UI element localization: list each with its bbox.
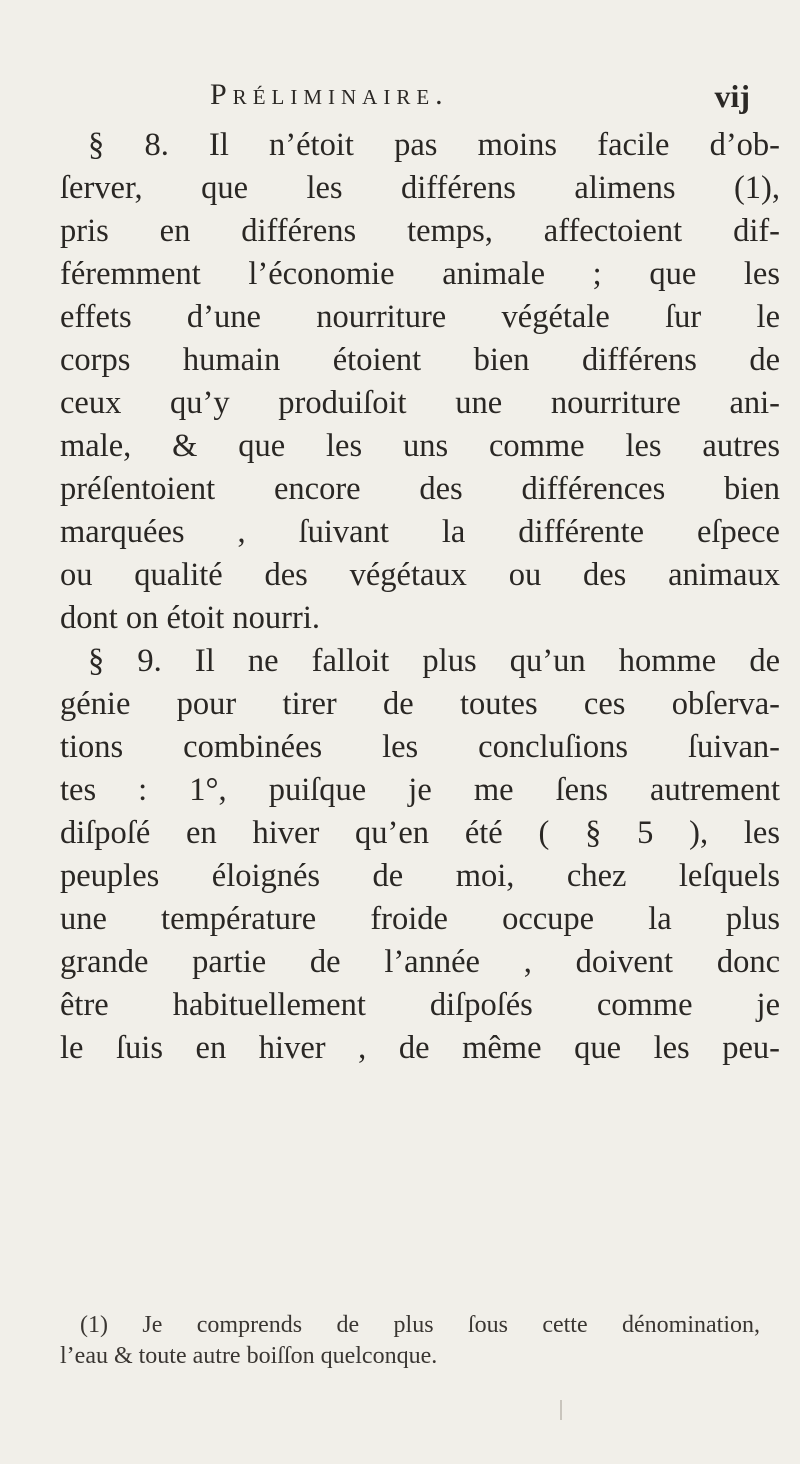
paragraph-9-line: § 9. Il ne falloit plus qu’un homme de xyxy=(88,643,780,679)
page-mark xyxy=(560,1400,562,1420)
paragraph-8-line: préſentoient encore des différences bien xyxy=(60,471,780,507)
page-header xyxy=(210,78,770,118)
paragraph-9-line: peuples éloignés de moi, chez leſquels xyxy=(60,858,780,894)
paragraph-9-line: tions combinées les concluſions ſuivan- xyxy=(60,729,780,765)
paragraph-8-line: ou qualité des végétaux ou des animaux xyxy=(60,557,780,593)
body-text xyxy=(60,124,780,1070)
paragraph-8-line: ſerver, que les différens alimens (1), xyxy=(60,170,780,206)
paragraph-8-line: féremment l’économie animale ; que les xyxy=(60,256,780,292)
paragraph-9-line: grande partie de l’année , doivent donc xyxy=(60,944,780,980)
paragraph-8-line: corps humain étoient bien différens de xyxy=(60,342,780,378)
paragraph-8-line: male, & que les uns comme les autres xyxy=(60,428,780,464)
footnote-line: (1) Je comprends de plus ſous cette dénomination, xyxy=(80,1312,760,1338)
footnotes xyxy=(60,1310,760,1372)
paragraph-8-line: effets d’une nourriture végétale ſur le xyxy=(60,299,780,335)
paragraph-9-line: génie pour tirer de toutes ces obſerva- xyxy=(60,686,780,722)
paragraph-9-line: diſpoſé en hiver qu’en été ( § 5 ), les xyxy=(60,815,780,851)
paragraph-9-line: le ſuis en hiver , de même que les peu- xyxy=(60,1030,780,1066)
paragraph-8-line: § 8. Il n’étoit pas moins facile d’ob- xyxy=(88,127,780,163)
paragraph-9-line: tes : 1°, puiſque je me ſens autrement xyxy=(60,772,780,808)
running-title: Préliminaire. xyxy=(210,78,449,111)
paragraph-9-line: une température froide occupe la plus xyxy=(60,901,780,937)
paragraph-8-line: ceux qu’y produiſoit une nourriture ani- xyxy=(60,385,780,421)
footnote-line: l’eau & toute autre boiſſon quelconque. xyxy=(60,1343,438,1369)
paragraph-8-line: dont on étoit nourri. xyxy=(60,600,320,636)
page-number: vij xyxy=(714,78,750,114)
paragraph-8-line: marquées , ſuivant la différente eſpece xyxy=(60,514,780,550)
paragraph-8-line: pris en différens temps, affectoient dif- xyxy=(60,213,780,249)
paragraph-9-line: être habituellement diſpoſés comme je xyxy=(60,987,780,1023)
